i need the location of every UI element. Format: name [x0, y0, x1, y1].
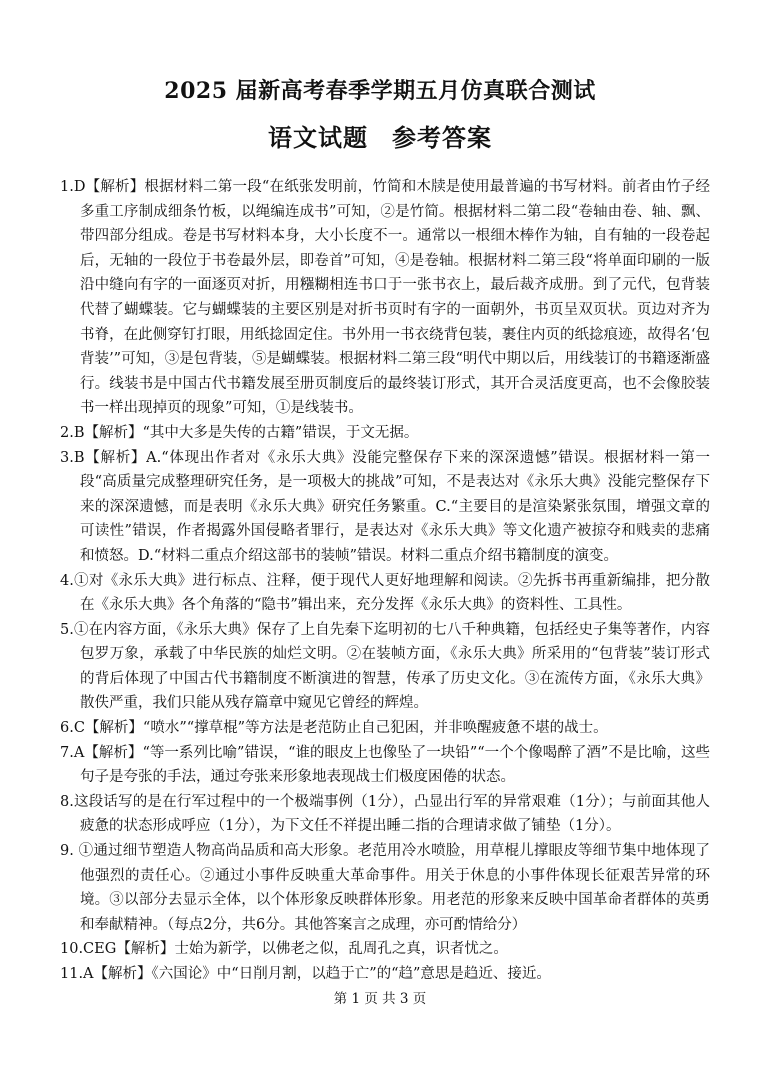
answer-item-8: 8.这段话写的是在行军过程中的一个极端事例（1分），凸显出行军的异常艰难（1分）；与前面其他人疲惫的状态形成呼应（1分），为下文任不祥提出睡二指的合理请求做了铺垫（1分）。	[60, 793, 710, 835]
answer-item-4: 4.①对《永乐大典》进行标点、注释，便于现代人更好地理解和阅读。②先拆书再重新编排，把分散在《永乐大典》各个角落的“隐书”辑出来，充分发挥《永乐大典》的资料性、工具性。	[60, 572, 710, 614]
answer-item-1: 1.D【解析】根据材料二第一段“在纸张发明前，竹简和木牍是使用最普遍的书写材料。前者由竹子经多重工序制成细条竹板，以绳编连成书”可知，②是竹简。根据材料二第二段“卷轴由卷、轴、飘、带四部分组成。卷是书写材料本身，大小长度不一。通常以一根细木棒作为轴，自有轴的一段卷起后，无轴的一段位于书卷最外层，即卷首”可知，④是卷轴。根据材料二第三段“将单面印刷的一版沿中缝向有字的一面逐页对折，用糨糊相连书口于一张书衣上，最后裁齐成册。到了元代，包背装代替了蝴蝶装。它与蝴蝶装的主要区别是对折书页时有字的一面朝外，书页呈双页状。页边对齐为书脊，在此侧穿钉打眼，用纸捻固定住。书外用一书衣绕背包装，裹住内页的纸捻痕迹，故得名‘包背装’”可知，③是包背装，⑤是蝴蝶装。根据材料二第三段“明代中期以后，用线装订的书籍逐渐盛行。线装书是中国古代书籍发展至册页制度后的最终装订形式，其开合灵活度更高，也不会像胶装书一样出现掉页的现象”可知，①是线装书。	[60, 179, 710, 417]
page-title: 2025 届新高考春季学期五月仿真联合测试	[164, 78, 596, 104]
answer-item-3: 3.B【解析】A.“体现出作者对《永乐大典》没能完整保存下来的深深遗憾”错误。根据材料一第一段“高质量完成整理研究任务，是一项极大的挑战”可知，不是表达对《永乐大典》没能完整保存下来的深深遗憾，而是表明《永乐大典》研究任务繁重。C.“主要目的是渲染紧张氛围，增强文章的可读性”错误，作者揭露外国侵略者罪行，是表达对《永乐大典》等文化遗产被掠夺和贱卖的悲痛和愤怒。D.“材料二重点介绍这部书的装帧”错误。材料二重点介绍书籍制度的演变。	[60, 449, 710, 564]
page-number: 第 1 页 共 3 页	[333, 991, 427, 1007]
answer-item-7: 7.A【解析】“等一系列比喻”错误，“谁的眼皮上也像坠了一块铅”“一个个像喝醉了酒”不是比喻，这些句子是夸张的手法，通过夸张来形象地表现战士们极度困倦的状态。	[60, 744, 710, 786]
answer-item-10: 10.CEG【解析】士始为新学，以佛老之似，乱周孔之真，识者忧之。	[60, 941, 508, 958]
answer-item-6: 6.C【解析】“喷水”“撑草棍”等方法是老范防止自己犯困，并非唤醒疲惫不堪的战士。	[60, 720, 608, 737]
answer-list	[60, 175, 710, 987]
answer-item-9: 9. ①通过细节塑造人物高尚品质和高大形象。老范用冷水喷脸，用草棍儿撑眼皮等细节集中地体现了他强烈的责任心。②通过小事件反映重大革命事件。用关于休息的小事件体现长征艰苦异常的环境。③以部分去显示全体，以个体形象反映群体形象。用老范的形象来反映中国革命者群体的英勇和奉献精神。（每点2分，共6分。其他答案言之成理，亦可酌情给分）	[60, 843, 710, 933]
answer-item-11: 11.A【解析】《六国论》中“日削月割，以趋于亡”的“趋”意思是趋近、接近。	[60, 966, 551, 982]
page-subtitle	[0, 118, 760, 153]
subtitle-answer-key: 参考答案	[392, 123, 492, 152]
answer-item-2: 2.B【解析】“其中大多是失传的古籍”错误，于文无据。	[60, 424, 419, 441]
answer-item-5: 5.①在内容方面，《永乐大典》保存了上自先秦下迄明初的七八千种典籍，包括经史子集等著作，内容包罗万象，承载了中华民族的灿烂文明。②在装帧方面，《永乐大典》所采用的“包背装”装订形式的背后体现了中国古代书籍制度不断演进的智慧，传承了历史文化。③在流传方面，《永乐大典》散佚严重，我们只能从残存篇章中窥见它曾经的辉煌。	[60, 621, 710, 712]
subtitle-subject: 语文试题	[268, 123, 368, 152]
